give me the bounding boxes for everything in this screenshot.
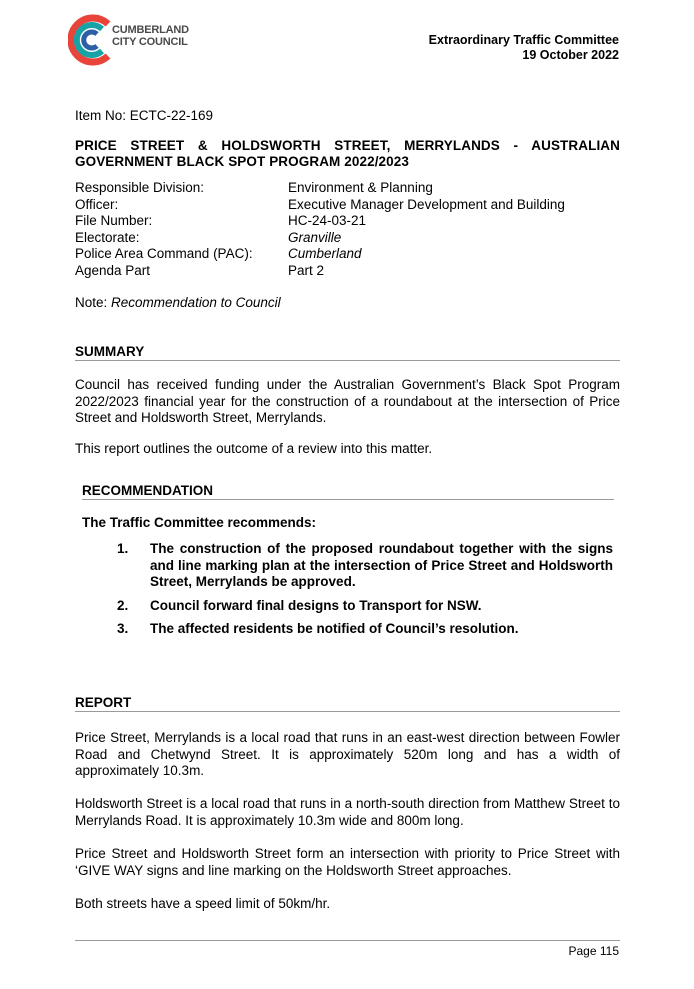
- org-line-2: CITY COUNCIL: [112, 36, 188, 48]
- list-item: [117, 598, 613, 615]
- meta-value: Part 2: [288, 262, 325, 278]
- recommendation-heading: RECOMMENDATION: [82, 483, 614, 500]
- list-item: [117, 541, 613, 591]
- council-logo-text: [112, 24, 189, 48]
- report-heading: REPORT: [75, 695, 620, 712]
- list-item: [117, 621, 613, 638]
- meta-label: Agenda Part: [75, 262, 151, 278]
- meta-value: Executive Manager Development and Building: [288, 196, 565, 212]
- meta-value: Granville: [288, 229, 342, 245]
- meta-label: Police Area Command (PAC):: [75, 246, 253, 261]
- meta-label: File Number:: [75, 213, 153, 228]
- meeting-date: 19 October 2022: [522, 48, 619, 62]
- page-number: Page 115: [568, 944, 619, 958]
- recommendation-intro: The Traffic Committee recommends:: [82, 515, 317, 530]
- report-metadata: [75, 180, 565, 279]
- item-number: Item No: ECTC-22-169: [75, 108, 214, 123]
- meta-label: Electorate:: [75, 229, 140, 245]
- meta-value: HC-24-03-21: [288, 213, 367, 228]
- note-label: Note:: [75, 295, 112, 310]
- report-title: PRICE STREET & HOLDSWORTH STREET, MERRYLANDS - AUSTRALIAN GOVERNMENT BLACK SPOT PROGRAM 2022/2023: [75, 138, 620, 169]
- note-value: Recommendation to Council: [111, 295, 281, 310]
- list-item-number: 1.: [117, 541, 129, 556]
- meeting-header: [429, 33, 619, 63]
- committee-name: Extraordinary Traffic Committee: [428, 33, 619, 47]
- meta-row: [75, 197, 565, 214]
- meta-label: Officer:: [75, 196, 119, 212]
- list-item-number: 3.: [117, 621, 129, 636]
- meta-value: Cumberland: [288, 246, 362, 261]
- summary-paragraph: Council has received funding under the Australian Government’s Black Spot Program 2022/2023 financial year for the construction of a roundabout at the intersection of Price Street and Holdsworth Street, Merrylands.: [75, 377, 620, 425]
- council-logo-icon: [68, 12, 116, 66]
- meta-row: [75, 180, 565, 197]
- list-item-text: Council forward final designs to Transport for NSW.: [150, 597, 482, 613]
- meta-row: [75, 213, 565, 230]
- footer-divider: [75, 940, 620, 941]
- summary-heading: SUMMARY: [75, 344, 620, 361]
- meta-row: [75, 263, 565, 280]
- recommendation-list: [117, 541, 613, 645]
- report-paragraph: Price Street, Merrylands is a local road that runs in an east-west direction between Fowler Road and Chetwynd Street. It is approximately 520m long and has a width of approximately 10.3m.: [75, 730, 620, 778]
- meta-row: [75, 230, 565, 247]
- list-item-text: The construction of the proposed roundabout together with the signs and line marking plan at the intersection of Price Street and Holdsworth Street, Merrylands be approved.: [150, 541, 613, 589]
- report-paragraph: Holdsworth Street is a local road that runs in a north-south direction from Matthew Street to Merrylands Road. It is approximately 10.3m wide and 800m long.: [75, 796, 620, 828]
- meta-row: [75, 246, 565, 263]
- meta-label: Responsible Division:: [75, 180, 205, 195]
- list-item-number: 2.: [117, 597, 129, 613]
- report-paragraph: Price Street and Holdsworth Street form an intersection with priority to Price Street with ‘GIVE WAY signs and line marking on the Holdsworth Street approaches.: [75, 846, 620, 878]
- list-item-text: The affected residents be notified of Council’s resolution.: [150, 621, 519, 636]
- org-line-1: CUMBERLAND: [112, 24, 189, 36]
- note: [75, 295, 281, 310]
- report-paragraph: Both streets have a speed limit of 50km/hr.: [75, 896, 331, 911]
- meta-value: Environment & Planning: [288, 180, 433, 195]
- summary-paragraph: This report outlines the outcome of a review into this matter.: [75, 441, 433, 456]
